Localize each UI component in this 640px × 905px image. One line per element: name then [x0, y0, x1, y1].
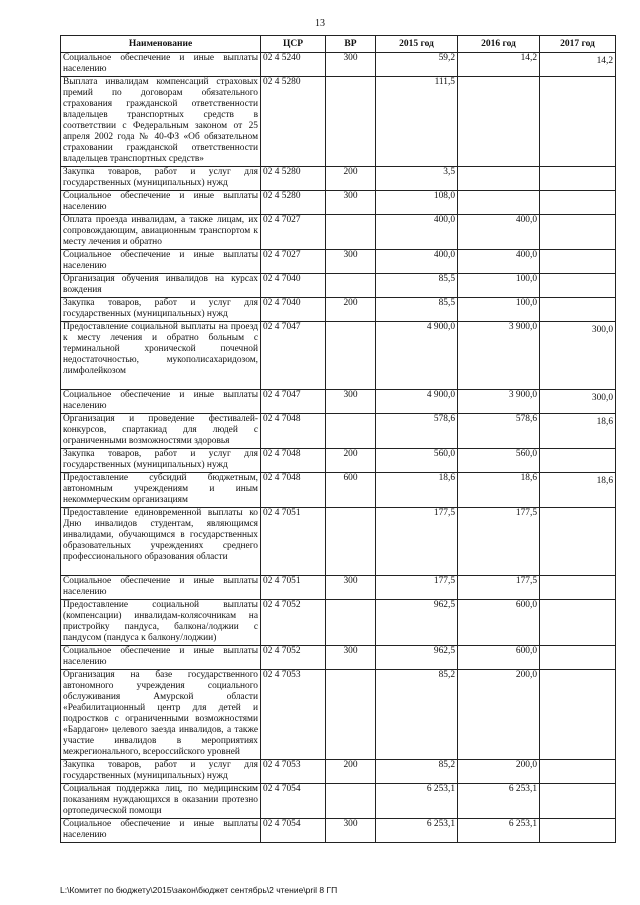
- cell-2015: 85,5: [376, 298, 458, 322]
- table-body: [61, 53, 616, 843]
- cell-name: Организация и проведение фестивалей-конкурсов, спартакиад для людей с ограниченными возможностями здоровья: [61, 414, 261, 449]
- cell-name: Организация на базе государственного автономного учреждения социального обслуживания Амурской области «Реабилитационный центр для детей и подростков с ограниченными возможностями «Бардагон» целевого заезда инвалидов, а также участие инвалидов в мероприятиях межрегионального, всероссийского уровней: [61, 670, 261, 760]
- cell-vr: 200: [326, 760, 376, 784]
- cell-vr: [326, 77, 376, 167]
- cell-csr: 02 4 7053: [261, 760, 326, 784]
- cell-name: Закупка товаров, работ и услуг для государственных (муниципальных) нужд: [61, 167, 261, 191]
- cell-2015: 6 253,1: [376, 784, 458, 819]
- cell-name: Социальное обеспечение и иные выплаты населению: [61, 250, 261, 274]
- cell-2016: 14,2: [458, 53, 540, 77]
- cell-csr: 02 4 5280: [261, 167, 326, 191]
- cell-vr: [326, 414, 376, 449]
- cell-2015: 4 900,0: [376, 390, 458, 414]
- cell-vr: 300: [326, 191, 376, 215]
- table-row: [61, 322, 616, 390]
- cell-2016: 177,5: [458, 576, 540, 600]
- cell-csr: 02 4 7053: [261, 670, 326, 760]
- cell-csr: 02 4 7051: [261, 508, 326, 576]
- cell-csr: 02 4 7051: [261, 576, 326, 600]
- cell-vr: 300: [326, 819, 376, 843]
- cell-vr: 200: [326, 298, 376, 322]
- cell-vr: 200: [326, 167, 376, 191]
- cell-2017: [540, 414, 616, 449]
- cell-2016: 3 900,0: [458, 322, 540, 390]
- cell-name: Социальное обеспечение и иные выплаты населению: [61, 646, 261, 670]
- cell-name: Социальное обеспечение и иные выплаты населению: [61, 576, 261, 600]
- cell-2015: 177,5: [376, 576, 458, 600]
- table-row: [61, 473, 616, 508]
- header-2016: 2016 год: [458, 36, 540, 53]
- cell-2015: 578,6: [376, 414, 458, 449]
- cell-2015: 85,2: [376, 670, 458, 760]
- cell-2015: 962,5: [376, 600, 458, 646]
- cell-name: Оплата проезда инвалидам, а также лицам, их сопровождающим, авиационным транспортом к месту лечения и обратно: [61, 215, 261, 250]
- cell-name: Социальное обеспечение и иные выплаты населению: [61, 191, 261, 215]
- table-row: [61, 77, 616, 167]
- table-row: [61, 414, 616, 449]
- cell-2017: [540, 508, 616, 576]
- table-row: [61, 167, 616, 191]
- cell-2015: 59,2: [376, 53, 458, 77]
- table-row: [61, 53, 616, 77]
- cell-csr: 02 4 7048: [261, 473, 326, 508]
- cell-csr: 02 4 7048: [261, 414, 326, 449]
- cell-2016: [458, 77, 540, 167]
- footer-file-path: L:\Комитет по бюджету\2015\закон\бюджет сентябрь\2 чтение\pril 8 ГП: [60, 885, 338, 895]
- cell-2015: 560,0: [376, 449, 458, 473]
- cell-2017-value: 300,0: [591, 325, 613, 335]
- cell-2017: [540, 784, 616, 819]
- cell-2015: 6 253,1: [376, 819, 458, 843]
- cell-vr: [326, 215, 376, 250]
- cell-csr: 02 4 7052: [261, 600, 326, 646]
- table-row: [61, 449, 616, 473]
- cell-name: Организация обучения инвалидов на курсах вождения: [61, 274, 261, 298]
- cell-vr: [326, 508, 376, 576]
- cell-2016: 400,0: [458, 215, 540, 250]
- cell-2015: 3,5: [376, 167, 458, 191]
- cell-2016: [458, 167, 540, 191]
- header-vr: ВР: [326, 36, 376, 53]
- cell-vr: 600: [326, 473, 376, 508]
- cell-csr: 02 4 7047: [261, 390, 326, 414]
- cell-2016: 100,0: [458, 298, 540, 322]
- cell-2017: [540, 449, 616, 473]
- cell-2016: [458, 191, 540, 215]
- cell-name: Выплата инвалидам компенсаций страховых премий по договорам обязательного страхования гражданской ответственности владельцев транспортных средств в соответствии с Федеральным законом от 25 апреля 2002 года № 40-ФЗ «Об обязательном страховании гражданской ответственности владельцев транспортных средств»: [61, 77, 261, 167]
- cell-name: Закупка товаров, работ и услуг для государственных (муниципальных) нужд: [61, 760, 261, 784]
- cell-2017: [540, 760, 616, 784]
- cell-vr: 300: [326, 646, 376, 670]
- table-row: [61, 646, 616, 670]
- cell-2017: [540, 819, 616, 843]
- cell-2016: 200,0: [458, 670, 540, 760]
- cell-csr: 02 4 7027: [261, 215, 326, 250]
- cell-2015: 111,5: [376, 77, 458, 167]
- cell-2016: 560,0: [458, 449, 540, 473]
- table-row: [61, 274, 616, 298]
- cell-2016: 400,0: [458, 250, 540, 274]
- table-row: [61, 670, 616, 760]
- cell-2017: [540, 600, 616, 646]
- cell-csr: 02 4 5280: [261, 77, 326, 167]
- budget-table: [60, 35, 616, 843]
- header-csr: ЦСР: [261, 36, 326, 53]
- cell-vr: 300: [326, 53, 376, 77]
- cell-2017: [540, 298, 616, 322]
- cell-vr: 300: [326, 390, 376, 414]
- cell-2017-value: 300,0: [591, 393, 613, 403]
- page-number: 13: [315, 18, 325, 29]
- table-header: [61, 36, 616, 53]
- cell-name: Предоставление социальной выплаты на проезд к месту лечения и обратно больным с терминальной хронической почечной недостаточностью, мукополисахаридозом, лимфолейкозом: [61, 322, 261, 390]
- cell-vr: [326, 784, 376, 819]
- cell-name: Социальная поддержка лиц, по медицинским показаниям нуждающихся в оказании протезно ортопедической помощи: [61, 784, 261, 819]
- cell-2017-value: 18,6: [596, 417, 613, 427]
- header-name: Наименование: [61, 36, 261, 53]
- table-row: [61, 298, 616, 322]
- cell-2017: [540, 250, 616, 274]
- table-row: [61, 600, 616, 646]
- cell-2016: 6 253,1: [458, 819, 540, 843]
- cell-vr: [326, 600, 376, 646]
- cell-csr: 02 4 5280: [261, 191, 326, 215]
- table-row: [61, 819, 616, 843]
- header-row: [61, 36, 616, 53]
- cell-csr: 02 4 7040: [261, 298, 326, 322]
- cell-name: Социальное обеспечение и иные выплаты населению: [61, 390, 261, 414]
- cell-2016: 18,6: [458, 473, 540, 508]
- cell-2017: [540, 390, 616, 414]
- cell-2017-value: 14,2: [596, 56, 613, 66]
- cell-2017: [540, 191, 616, 215]
- cell-2017: [540, 167, 616, 191]
- cell-vr: [326, 274, 376, 298]
- cell-2015: 4 900,0: [376, 322, 458, 390]
- cell-2015: 85,2: [376, 760, 458, 784]
- cell-2016: 100,0: [458, 274, 540, 298]
- cell-csr: 02 4 7048: [261, 449, 326, 473]
- cell-2017: [540, 77, 616, 167]
- cell-vr: [326, 322, 376, 390]
- cell-2015: 177,5: [376, 508, 458, 576]
- cell-csr: 02 4 7054: [261, 819, 326, 843]
- cell-vr: 300: [326, 576, 376, 600]
- cell-name: Социальное обеспечение и иные выплаты населению: [61, 53, 261, 77]
- table-row: [61, 508, 616, 576]
- cell-2017: [540, 670, 616, 760]
- cell-csr: 02 4 7052: [261, 646, 326, 670]
- cell-2017: [540, 322, 616, 390]
- cell-2017: [540, 646, 616, 670]
- cell-2016: 3 900,0: [458, 390, 540, 414]
- cell-vr: [326, 670, 376, 760]
- cell-2015: 18,6: [376, 473, 458, 508]
- cell-2017: [540, 274, 616, 298]
- table-row: [61, 215, 616, 250]
- cell-2017: [540, 576, 616, 600]
- cell-2016: 600,0: [458, 646, 540, 670]
- table-row: [61, 576, 616, 600]
- cell-2016: 578,6: [458, 414, 540, 449]
- cell-2015: 400,0: [376, 250, 458, 274]
- header-2017: 2017 год: [540, 36, 616, 53]
- table-row: [61, 250, 616, 274]
- cell-csr: 02 4 7054: [261, 784, 326, 819]
- cell-2017-value: 18,6: [596, 476, 613, 486]
- cell-name: Предоставление социальной выплаты (компенсации) инвалидам-колясочникам на пристройку пандуса, балкона/лоджии с пандусом (пандуса к балкону/лоджии): [61, 600, 261, 646]
- table-row: [61, 191, 616, 215]
- cell-csr: 02 4 7040: [261, 274, 326, 298]
- cell-2015: 962,5: [376, 646, 458, 670]
- cell-2015: 108,0: [376, 191, 458, 215]
- cell-csr: 02 4 7027: [261, 250, 326, 274]
- table-row: [61, 390, 616, 414]
- cell-2017: [540, 53, 616, 77]
- cell-csr: 02 4 5240: [261, 53, 326, 77]
- cell-name: Предоставление единовременной выплаты ко Дню инвалидов студентам, являющимся инвалидами, обучающимся в государственных образовательных учреждениях среднего профессионального образования области: [61, 508, 261, 576]
- cell-name: Предоставление субсидий бюджетным, автономным учреждениям и иным некоммерческим организациям: [61, 473, 261, 508]
- table-row: [61, 784, 616, 819]
- cell-name: Закупка товаров, работ и услуг для государственных (муниципальных) нужд: [61, 449, 261, 473]
- cell-csr: 02 4 7047: [261, 322, 326, 390]
- cell-2016: 177,5: [458, 508, 540, 576]
- cell-2016: 200,0: [458, 760, 540, 784]
- cell-2017: [540, 215, 616, 250]
- table-row: [61, 760, 616, 784]
- cell-2015: 85,5: [376, 274, 458, 298]
- cell-vr: 200: [326, 449, 376, 473]
- cell-name: Социальное обеспечение и иные выплаты населению: [61, 819, 261, 843]
- cell-2015: 400,0: [376, 215, 458, 250]
- cell-name: Закупка товаров, работ и услуг для государственных (муниципальных) нужд: [61, 298, 261, 322]
- cell-2017: [540, 473, 616, 508]
- header-2015: 2015 год: [376, 36, 458, 53]
- cell-2016: 600,0: [458, 600, 540, 646]
- cell-2016: 6 253,1: [458, 784, 540, 819]
- cell-vr: 300: [326, 250, 376, 274]
